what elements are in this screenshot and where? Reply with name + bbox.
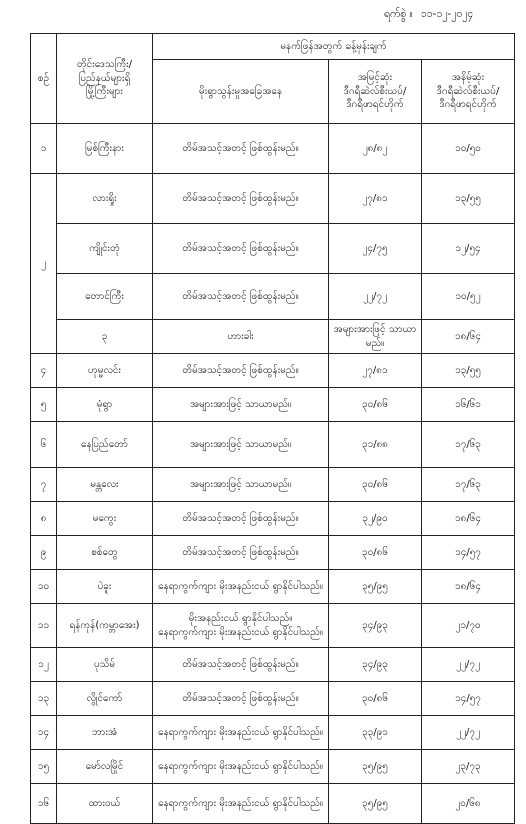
row-number: ၉ (31, 536, 57, 570)
min-temp: ၁၀/၅၂ (422, 274, 515, 320)
condition-text: တိမ်အသင့်အတင့် ဖြစ်ထွန်းမည်။ (182, 692, 299, 704)
column-header-min-temp (422, 60, 515, 124)
min-temp: ၁၂/၅၄ (422, 224, 515, 274)
min-temp: ၁၀/၅၀ (422, 124, 515, 174)
city-name: ရန်ကုန်(ကမ္ဘာအေး) (57, 604, 153, 648)
row-number: ၁၆ (31, 784, 57, 824)
condition-text: အများအားဖြင့် သာယာမည်။ (333, 324, 417, 349)
condition-text: တိမ်အသင့်အတင့် ဖြစ်ထွန်းမည်။ (182, 242, 299, 254)
region-header-line: မြို့ကြီးများ (86, 86, 123, 98)
condition-text: အများအားဖြင့် သာယာမည်။ (189, 398, 292, 410)
city-name: မြစ်ကြီးနား (57, 124, 153, 174)
max-temp: ၃၄/၉၃ (329, 604, 422, 648)
city-name: စစ်တွေ (57, 536, 153, 570)
city-name: ကျိုင်းတုံ (57, 224, 153, 274)
condition-cell (153, 502, 329, 536)
min-temp: ၂၃/၇၃ (422, 750, 515, 784)
max-temp: ၃၀/၈၆ (329, 388, 422, 422)
max-temp: ၃၅/၉၅ (329, 750, 422, 784)
group-header-forecast: မနက်ဖြန်အတွက် ခန့်မှန်းချက် (153, 34, 515, 60)
max-header-line: ဒီဂရီဆဲလ်စီးယပ်/ (343, 85, 407, 97)
condition-text: တိမ်အသင့်အတင့် ဖြစ်ထွန်းမည်။ (182, 142, 299, 154)
table-row (31, 320, 515, 354)
city-name: တောင်ကြီး (57, 274, 153, 320)
min-header-line: ဒီဂရီဖာရင်ဟိုက် (439, 99, 497, 111)
min-temp: ၁၈/၆၄ (422, 570, 515, 604)
table-row (31, 648, 515, 682)
condition-cell (153, 716, 329, 750)
max-temp: ၃၅/၉၅ (329, 570, 422, 604)
row-number: ၁ (31, 124, 57, 174)
table-row (31, 716, 515, 750)
condition-text: တိမ်အသင့်အတင့် ဖြစ်ထွန်းမည်။ (182, 290, 299, 302)
max-temp: ၁၈/၆၄ (422, 320, 515, 354)
forecast-table (30, 33, 515, 824)
min-temp: ၁၃/၅၅ (422, 354, 515, 388)
condition-text: အများအားဖြင့် သာယာမည်။ (189, 478, 292, 490)
date-value: ၁၁-၁၂-၂၀၂၄ (420, 8, 474, 20)
table-row (31, 354, 515, 388)
condition-cell (153, 648, 329, 682)
condition-cell (153, 784, 329, 824)
city-name: ဟုမ္မလင်း (57, 354, 153, 388)
max-temp: ၃၁/၈၈ (329, 422, 422, 468)
min-temp: ၂၁/၇၀ (422, 604, 515, 648)
max-temp: ၃၅/၉၅ (329, 784, 422, 824)
row-number: ၄ (31, 354, 57, 388)
max-temp: ၃၀/၈၆ (329, 682, 422, 716)
table-row (31, 174, 515, 224)
row-number: ၁၄ (31, 716, 57, 750)
max-temp: ၃၄/၉၃ (329, 648, 422, 682)
row-number: ၇ (31, 468, 57, 502)
max-temp: ၂၇/၈၁ (329, 354, 422, 388)
condition-text: နေရာကွက်ကျား မိုးအနည်းငယ် ရွာနိုင်ပါသည်။ (158, 797, 323, 809)
row-number: ၆ (31, 422, 57, 468)
min-header-line: ဒီဂရီဆဲလ်စီးယပ်/ (436, 85, 500, 97)
condition-text: တိမ်အသင့်အတင့် ဖြစ်ထွန်းမည်။ (182, 192, 299, 204)
city-name: မုံရွာ (57, 388, 153, 422)
max-temp: ၂၇/၈၁ (329, 174, 422, 224)
table-row (31, 274, 515, 320)
min-temp: ၁၄/၅၇ (422, 682, 515, 716)
condition-cell (153, 604, 329, 648)
condition-cell (153, 354, 329, 388)
city-name: မန္တလေး (57, 468, 153, 502)
min-temp: ၁၇/၆၃ (422, 468, 515, 502)
min-temp: ၂၀/၆၈ (422, 784, 515, 824)
condition-cell (153, 422, 329, 468)
city-name: နေပြည်တော် (57, 422, 153, 468)
condition-text: နေရာကွက်ကျား မိုးအနည်းငယ် ရွာနိုင်ပါသည်။ (158, 760, 323, 772)
column-header-max-temp (329, 60, 422, 124)
min-temp: ၂၂/၇၂ (422, 716, 515, 750)
date-line (384, 8, 514, 23)
min-temp: ၁၆/၆၁ (422, 388, 515, 422)
table-row (31, 784, 515, 824)
condition-cell (153, 468, 329, 502)
condition-text: တိမ်အသင့်အတင့် ဖြစ်ထွန်းမည်။ (182, 546, 299, 558)
column-header-no: စဉ် (31, 34, 57, 124)
table-row (31, 604, 515, 648)
condition-cell (153, 224, 329, 274)
city-name: လားရှိုး (57, 174, 153, 224)
row-number: ၁၀ (31, 570, 57, 604)
table-row (31, 502, 515, 536)
condition-cell (153, 750, 329, 784)
table-row (31, 570, 515, 604)
condition-cell (329, 320, 422, 354)
city-name: ထားဝယ် (57, 784, 153, 824)
row-number: ၂ (31, 174, 57, 354)
row-number: ၅ (31, 388, 57, 422)
condition-text: မိုးအနည်းငယ် ရွာနိုင်ပါသည်။ (188, 613, 293, 624)
max-temp: ၂၂/၇၂ (329, 274, 422, 320)
city-name: လွိုင်ကော် (57, 682, 153, 716)
row-number: ၈ (31, 502, 57, 536)
table-row (31, 388, 515, 422)
row-number: ၁၃ (31, 682, 57, 716)
condition-cell (153, 174, 329, 224)
condition-cell (153, 274, 329, 320)
city-name: ပဲခူး (57, 570, 153, 604)
table-row (31, 468, 515, 502)
min-temp: ၁၄/၅၇ (422, 536, 515, 570)
table-row (31, 124, 515, 174)
condition-cell (153, 536, 329, 570)
region-header-line: တိုင်းဒေသကြီး/ (76, 59, 133, 71)
table-row (31, 536, 515, 570)
condition-cell (153, 388, 329, 422)
table-body (31, 124, 515, 824)
condition-cell (153, 682, 329, 716)
city-name: ပုသိမ် (57, 648, 153, 682)
max-temp: ၃၀/၈၆ (329, 468, 422, 502)
condition-text: နေရာကွက်ကျား မိုးအနည်းငယ် ရွာနိုင်ပါသည်။ (158, 726, 323, 738)
city-name: မကွေး (57, 502, 153, 536)
city-name: ဘားအံ (57, 716, 153, 750)
region-header-line: ပြည်နယ်များရှိ (78, 72, 131, 84)
min-temp: ၁၃/၅၅ (422, 174, 515, 224)
row-number: ၁၅ (31, 750, 57, 784)
column-header-condition: မိုးရွာသွန်းမှုအခြေအနေ (153, 60, 329, 124)
max-temp: ၂၈/၈၂ (329, 124, 422, 174)
date-label: ရက်စွဲ ။ (384, 8, 413, 20)
condition-text: အများအားဖြင့် သာယာမည်။ (189, 438, 292, 450)
row-number: ၃ (57, 320, 153, 354)
condition-cell (153, 570, 329, 604)
min-temp: ၁၈/၆၄ (422, 502, 515, 536)
min-temp: ၂၂/၇၂ (422, 648, 515, 682)
max-temp: ၃၂/၉၀ (329, 502, 422, 536)
condition-text: တိမ်အသင့်အတင့် ဖြစ်ထွန်းမည်။ (182, 364, 299, 376)
city-name: မော်လမြိုင် (57, 750, 153, 784)
condition-text: တိမ်အသင့်အတင့် ဖြစ်ထွန်းမည်။ (182, 512, 299, 524)
row-number: ၁၂ (31, 648, 57, 682)
city-name: ဟားခါး (153, 320, 329, 354)
min-temp: ၁၇/၆၃ (422, 422, 515, 468)
row-number: ၁၁ (31, 604, 57, 648)
condition-text: တိမ်အသင့်အတင့် ဖြစ်ထွန်းမည်။ (182, 658, 299, 670)
condition-text: နေရာကွက်ကျား မိုးအနည်းငယ် ရွာနိုင်ပါသည်။ (158, 626, 323, 638)
min-header-line: အနိမ့်ဆုံး (451, 72, 485, 84)
table-row (31, 224, 515, 274)
table-row (31, 682, 515, 716)
max-header-line: အမြင့်ဆုံး (357, 72, 393, 84)
max-temp: ၃၃/၉၁ (329, 716, 422, 750)
column-header-region (57, 34, 153, 124)
max-header-line: ဒီဂရီဖာရင်ဟိုက် (346, 99, 404, 111)
table-row (31, 422, 515, 468)
condition-cell (153, 124, 329, 174)
condition-text: နေရာကွက်ကျား မိုးအနည်းငယ် ရွာနိုင်ပါသည်။ (158, 580, 323, 592)
max-temp: ၃၀/၈၆ (329, 536, 422, 570)
max-temp: ၂၄/၇၅ (329, 224, 422, 274)
table-row (31, 750, 515, 784)
